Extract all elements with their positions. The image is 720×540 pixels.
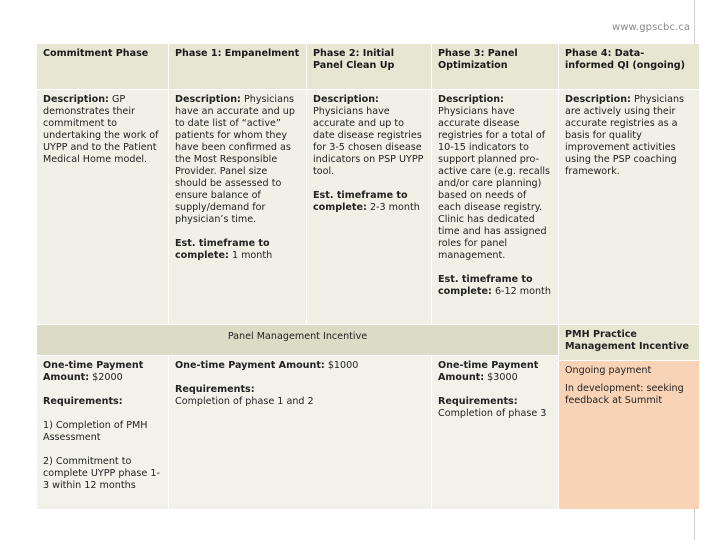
ongoing-payment-text: Ongoing payment bbox=[565, 365, 652, 376]
header-phase4 bbox=[559, 44, 699, 89]
desc-commitment bbox=[37, 90, 168, 324]
desc-label: Description: bbox=[565, 94, 631, 105]
header-phase3-text: Phase 3: Panel Optimization bbox=[438, 48, 518, 71]
payment-amount-phase3: $3000 bbox=[487, 372, 518, 383]
requirement-phase12: Completion of phase 1 and 2 bbox=[175, 396, 314, 407]
desc-phase3 bbox=[432, 90, 558, 324]
timeframe-label: Est. timeframe to complete: bbox=[313, 190, 408, 213]
desc-phase1-text: Physicians have an accurate and up to date list of “active” patients for whom they have been confirmed as the Most Responsible Provider. Panel size should be assessed to ensure balance of supply/demand for physician’s time. bbox=[175, 94, 295, 225]
timeframe-phase3: 6-12 month bbox=[494, 286, 551, 297]
desc-phase4-text: Physicians are actively using their accurate registries as a basis for quality improvement activities using the PSP coaching framework. bbox=[565, 94, 685, 177]
payment-amount-label: One-time Payment Amount: bbox=[438, 360, 539, 383]
requirements-label: Requirements: bbox=[43, 396, 123, 407]
desc-phase4 bbox=[559, 90, 699, 324]
desc-label: Description: bbox=[438, 94, 504, 105]
desc-label: Description: bbox=[43, 94, 109, 105]
payment-commitment bbox=[37, 356, 168, 509]
desc-commitment-text: GP demonstrates their commitment to undertaking the work of UYPP and to the Patient Medical Home model. bbox=[43, 94, 159, 165]
requirement-phase3: Completion of phase 3 bbox=[438, 408, 547, 419]
payment-amount-commitment: $2000 bbox=[92, 372, 123, 383]
in-development-text: In development: seeking feedback at Summit bbox=[565, 383, 684, 406]
payment-amount-phase12: $1000 bbox=[327, 360, 359, 371]
phase-table bbox=[37, 44, 699, 509]
desc-phase2 bbox=[307, 90, 431, 324]
timeframe-label: Est. timeframe to complete: bbox=[438, 274, 533, 297]
timeframe-label: Est. timeframe to complete: bbox=[175, 238, 270, 261]
requirement-2: 2) Commitment to complete UYPP phase 1-3 within 12 months bbox=[43, 456, 160, 491]
header-commitment bbox=[37, 44, 168, 89]
timeframe-phase1: 1 month bbox=[231, 250, 273, 261]
site-url: www.gpscbc.ca bbox=[612, 22, 691, 33]
requirements-label: Requirements: bbox=[438, 396, 518, 407]
panel-management-incentive-band bbox=[37, 325, 558, 355]
header-phase1-text: Phase 1: Empanelment bbox=[175, 48, 300, 59]
desc-phase2-text: Physicians have accurate and up to date disease registries for 3-5 chosen disease indicators on PSP UYPP tool. bbox=[313, 106, 424, 177]
payment-amount-label: One-time Payment Amount: bbox=[43, 360, 144, 383]
timeframe-phase2: 2-3 month bbox=[369, 202, 420, 213]
header-commitment-text: Commitment Phase bbox=[43, 48, 149, 59]
header-phase2 bbox=[307, 44, 431, 89]
desc-label: Description: bbox=[313, 94, 379, 105]
requirements-label: Requirements: bbox=[175, 384, 255, 395]
header-phase1 bbox=[169, 44, 306, 89]
desc-phase3-text: Physicians have accurate disease registries for a total of 10-15 indicators to support planned pro-active care (e.g. recalls and/or care planning) based on needs of each disease registry. Clinic has dedicated time and has assigned roles for panel management. bbox=[438, 106, 551, 261]
desc-label: Description: bbox=[175, 94, 241, 105]
pmh-incentive-header bbox=[559, 325, 699, 360]
header-phase3 bbox=[432, 44, 558, 89]
requirement-1: 1) Completion of PMH Assessment bbox=[43, 420, 148, 443]
payment-amount-label: One-time Payment Amount: bbox=[175, 360, 325, 371]
pmh-incentive-title: PMH Practice Management Incentive bbox=[565, 329, 690, 352]
header-phase2-text: Phase 2: Initial Panel Clean Up bbox=[313, 48, 395, 71]
desc-phase1 bbox=[169, 90, 306, 324]
payment-phase1-2 bbox=[169, 356, 431, 509]
panel-management-incentive-title: Panel Management Incentive bbox=[227, 331, 368, 342]
payment-phase4 bbox=[559, 361, 699, 509]
header-phase4-text: Phase 4: Data-informed QI (ongoing) bbox=[565, 48, 686, 71]
payment-phase3 bbox=[432, 356, 558, 509]
